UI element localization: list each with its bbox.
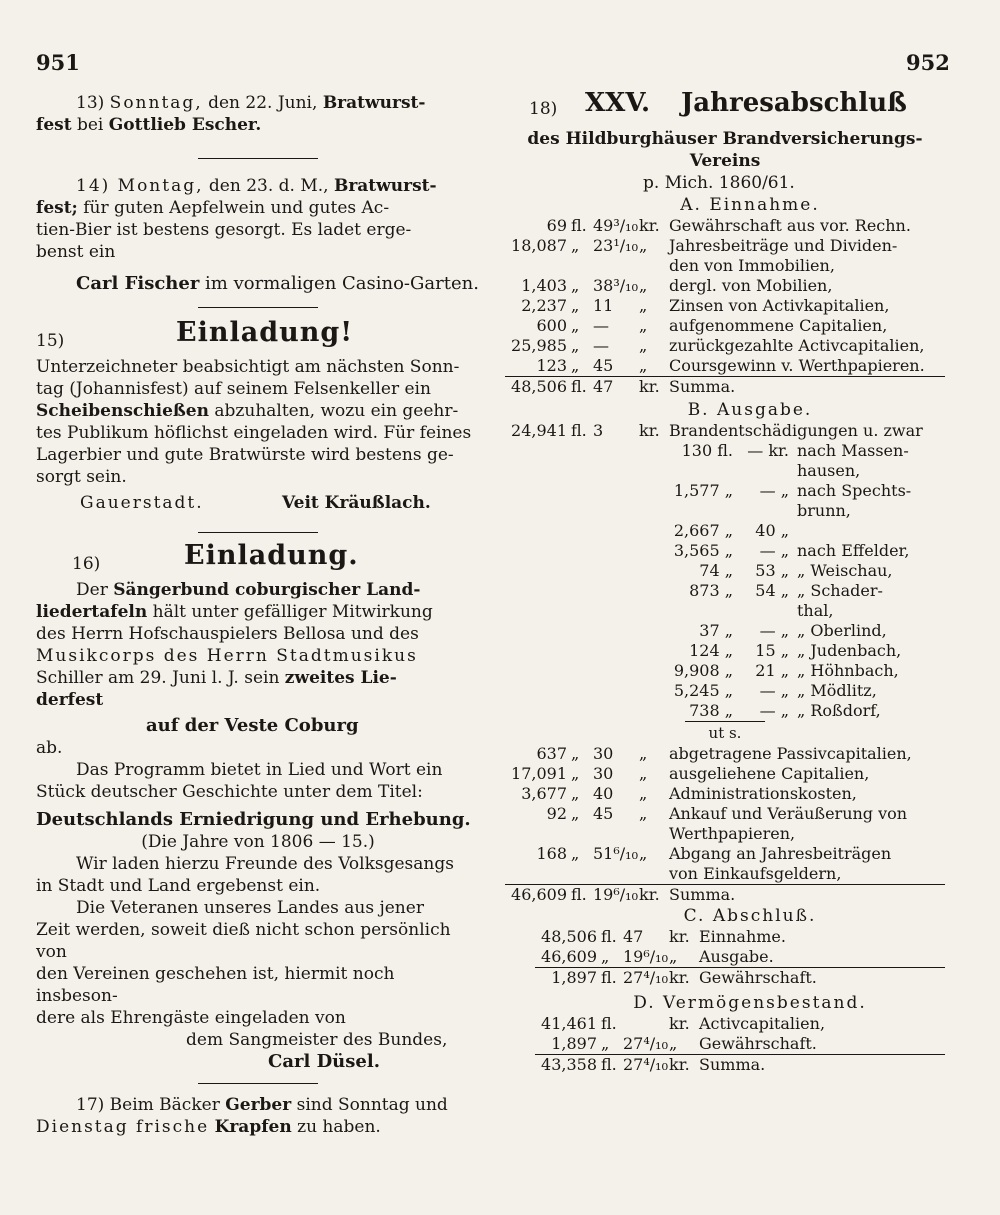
notice-text: sorgt sein.	[36, 467, 127, 487]
notice-text: tien-Bier ist bestens gesorgt. Es ladet erge-	[36, 220, 412, 240]
amount-gulden: 69	[546, 216, 567, 235]
ledger-row	[505, 276, 945, 296]
notice-text: zu haben.	[297, 1117, 381, 1137]
unit-kreuzer: „	[639, 276, 648, 295]
notice-text: für guten Aepfelwein und gutes Ac-	[83, 198, 390, 218]
ledger-description: den von Immobilien,	[669, 256, 835, 275]
unit-kreuzer: „	[639, 296, 648, 315]
amount-gulden	[505, 256, 571, 276]
unit-gulden: „	[571, 236, 580, 255]
ledger-description: von Einkaufsgeldern,	[669, 864, 842, 883]
ledger-description: Ankauf und Veräußerung von	[669, 804, 908, 823]
amount-gulden: 46,609	[541, 947, 597, 966]
damage-row	[655, 561, 945, 581]
amount-gulden: 48,506	[505, 377, 571, 398]
damage-amount-kreuzer: — „	[759, 481, 789, 500]
damage-amount-gulden: 738 „	[689, 701, 733, 720]
amount-gulden: 2,237	[521, 296, 567, 315]
ledger-row	[505, 764, 945, 784]
notice-text: Dienstag frische	[36, 1117, 210, 1137]
amount-gulden: 48,506	[541, 927, 597, 946]
damage-amount-kreuzer: — „	[759, 681, 789, 700]
unit-kreuzer: kr.	[639, 216, 660, 235]
amount-gulden: 92	[546, 804, 567, 823]
amount-kreuzer: 30	[593, 764, 614, 783]
ledger-description: Summa.	[669, 377, 945, 398]
unit-kreuzer: „	[639, 804, 648, 823]
unit-kreuzer	[639, 864, 669, 885]
damage-location: „ Judenbach,	[797, 641, 902, 660]
notice-text: Wir laden hierzu Freunde des Volksgesangs	[76, 854, 454, 874]
amount-kreuzer: 30	[593, 744, 614, 763]
ledger-description: Gewährschaft.	[699, 968, 945, 989]
unit-kreuzer: „	[639, 844, 648, 863]
damage-amount-gulden	[655, 461, 737, 481]
ledger-description: abgetragene Passivcapitalien,	[669, 744, 912, 763]
left-column	[36, 92, 480, 1138]
unit-gulden: fl.	[571, 885, 593, 906]
carry-over-note: ut s.	[685, 721, 765, 744]
ledger-description: Abgang an Jahresbeiträgen	[669, 844, 892, 863]
notice-signer: Carl Düsel.	[268, 1051, 380, 1072]
amount-gulden: 600	[536, 316, 567, 335]
damage-breakdown-table	[655, 441, 945, 721]
unit-kreuzer: kr.	[669, 968, 699, 989]
unit-kreuzer: „	[639, 764, 648, 783]
unit-gulden: fl.	[601, 1055, 623, 1076]
damage-row	[655, 681, 945, 701]
damage-row	[655, 441, 945, 461]
notice-signer: Gottlieb Escher.	[108, 115, 262, 135]
section-heading-c: C. Abschluß.	[683, 906, 817, 926]
notice-14	[36, 175, 480, 295]
ledger-description: dergl. von Mobilien,	[669, 276, 833, 295]
ledger-row	[535, 1034, 945, 1055]
notice-emphasis: Krapfen	[214, 1117, 292, 1137]
section-heading-a: A. Einnahme.	[680, 195, 820, 215]
notice-place: Gauerstadt.	[80, 493, 204, 513]
notice-emphasis: Scheibenschießen	[36, 401, 209, 421]
damage-location: hausen,	[797, 461, 861, 480]
amount-kreuzer: 47	[623, 927, 644, 946]
unit-gulden	[571, 256, 593, 276]
report-title: Jahresabschluß	[681, 88, 907, 118]
damage-amount-kreuzer: 40 „	[755, 521, 789, 540]
amount-kreuzer: 3	[593, 421, 604, 440]
ledger-row	[535, 1014, 945, 1034]
damage-location: thal,	[797, 601, 834, 620]
ledger-description: aufgenommene Capitalien,	[669, 316, 888, 335]
notice-text: hält unter gefälliger Mitwirkung	[152, 602, 433, 622]
amount-kreuzer	[593, 256, 639, 276]
amount-kreuzer	[623, 1014, 669, 1034]
notice-emphasis: Bratwurst-	[322, 93, 426, 113]
amount-gulden: 43,358	[535, 1055, 601, 1076]
unit-kreuzer: „	[669, 947, 678, 966]
damage-location: „ Mödlitz,	[797, 681, 877, 700]
amount-gulden: 25,985	[511, 336, 567, 355]
damage-amount-kreuzer	[737, 501, 797, 521]
amount-kreuzer: 45	[593, 804, 614, 823]
unit-kreuzer: „	[639, 236, 648, 255]
notice-number: 18)	[529, 99, 558, 119]
ledger-row	[505, 744, 945, 764]
notice-text: abzuhalten, wozu ein geehr-	[214, 401, 459, 421]
unit-gulden	[571, 824, 593, 844]
damage-amount-kreuzer: 21 „	[755, 661, 789, 680]
ledger-description: Activcapitalien,	[699, 1014, 826, 1033]
damage-row	[655, 541, 945, 561]
unit-gulden: „	[571, 844, 580, 863]
ledger-row	[535, 968, 945, 989]
unit-kreuzer: kr.	[669, 927, 690, 946]
damage-row	[655, 501, 945, 521]
ledger-row	[505, 296, 945, 316]
unit-kreuzer: „	[639, 356, 648, 375]
ledger-description: Jahresbeiträge und Dividen-	[669, 236, 898, 255]
unit-gulden: fl.	[571, 421, 587, 440]
notice-text: Zeit werden, soweit dieß nicht schon persönlich von	[36, 920, 451, 962]
notice-text: den 22. Juni,	[208, 93, 318, 113]
unit-gulden: „	[601, 947, 610, 966]
amount-gulden: 1,897	[551, 1034, 597, 1053]
ledger-row	[505, 885, 945, 906]
notice-emphasis: Sängerbund coburgischer Land-	[113, 580, 421, 600]
unit-gulden: „	[571, 276, 580, 295]
notice-text: benst ein	[36, 242, 116, 262]
amount-kreuzer: —	[593, 336, 609, 355]
damage-amount-kreuzer: 54 „	[755, 581, 789, 600]
notice-text: Lagerbier und gute Bratwürste wird bestens ge-	[36, 445, 454, 465]
amount-gulden: 637	[536, 744, 567, 763]
damage-amount-kreuzer: 15 „	[755, 641, 789, 660]
damage-amount-kreuzer	[737, 601, 797, 621]
amount-gulden: 46,609	[505, 885, 571, 906]
damage-amount-gulden: 873 „	[689, 581, 733, 600]
ledger-row	[505, 236, 945, 256]
notice-text: bei	[76, 115, 104, 135]
damage-amount-gulden: 1,577 „	[673, 481, 733, 500]
einnahme-table	[505, 216, 945, 397]
ledger-row	[505, 216, 945, 236]
damage-row	[655, 521, 945, 541]
amount-kreuzer	[593, 824, 639, 844]
damage-location: „ Roßdorf,	[797, 701, 881, 720]
ledger-description: Einnahme.	[699, 927, 786, 946]
damage-amount-gulden: 130 fl.	[681, 441, 733, 460]
notice-text: tes Publikum höflichst eingeladen wird. Für feines	[36, 423, 472, 443]
notice-text: dere als Ehrengäste eingeladen von	[36, 1008, 346, 1028]
unit-gulden: „	[571, 356, 580, 375]
notice-emphasis: Gerber	[225, 1095, 292, 1115]
amount-gulden	[505, 824, 571, 844]
ledger-row	[505, 336, 945, 356]
damage-location: nach Effelder,	[797, 541, 910, 560]
amount-kreuzer: 51⁶/₁₀	[593, 844, 638, 863]
amount-kreuzer: 23¹/₁₀	[593, 236, 638, 255]
notice-text: tag (Johannisfest) auf seinem Felsenkeller ein	[36, 379, 431, 399]
damage-amount-gulden: 2,667 „	[673, 521, 733, 540]
amount-kreuzer: 19⁶/₁₀	[593, 885, 638, 904]
notice-text: dem Sangmeister des Bundes,	[186, 1030, 448, 1050]
report-period: p. Mich. 1860/61.	[643, 173, 795, 193]
amount-kreuzer	[593, 864, 639, 885]
notice-number: 15)	[36, 331, 65, 351]
amount-gulden: 17,091	[511, 764, 567, 783]
unit-kreuzer: kr.	[669, 1014, 690, 1033]
notice-text: (Die Jahre von 1806 — 15.)	[141, 832, 375, 852]
ledger-row	[535, 1055, 945, 1076]
amount-gulden	[505, 864, 571, 885]
damage-location: nach Spechts-	[797, 481, 912, 500]
page-number-left: 951	[36, 50, 80, 75]
notice-text: in Stadt und Land ergebenst ein.	[36, 876, 321, 896]
damage-amount-kreuzer: — „	[759, 701, 789, 720]
ledger-description: zurückgezahlte Activcapitalien,	[669, 336, 925, 355]
damage-row	[655, 621, 945, 641]
damage-location: „ Oberlind,	[797, 621, 887, 640]
notice-15	[36, 317, 480, 516]
ledger-row	[505, 824, 945, 844]
notice-motto: Deutschlands Erniedrigung und Erhebung.	[36, 809, 471, 830]
amount-kreuzer: 11	[593, 296, 614, 315]
unit-gulden: „	[571, 784, 580, 803]
notice-text: Die Veteranen unseres Landes aus jener	[76, 898, 424, 918]
damage-amount-gulden: 5,245 „	[673, 681, 733, 700]
notice-text: Stück deutscher Geschichte unter dem Titel:	[36, 782, 423, 802]
abschluss-table	[535, 927, 945, 988]
notice-text: Schiller am 29. Juni l. J. sein	[36, 668, 280, 688]
amount-gulden: 24,941	[511, 421, 567, 440]
notice-text: Sonntag,	[109, 93, 203, 113]
unit-gulden: fl.	[571, 377, 593, 398]
amount-gulden: 168	[536, 844, 567, 863]
damage-amount-gulden: 74 „	[699, 561, 733, 580]
ledger-row	[505, 421, 945, 441]
ledger-description: ausgeliehene Capitalien,	[669, 764, 870, 783]
notice-16	[36, 540, 480, 1073]
ledger-description: Zinsen von Activkapitalien,	[669, 296, 890, 315]
ledger-row	[505, 256, 945, 276]
amount-kreuzer: 47	[593, 377, 639, 398]
notice-13	[36, 92, 480, 136]
ledger-row	[505, 784, 945, 804]
unit-gulden: fl.	[571, 216, 587, 235]
amount-kreuzer: 27⁴/₁₀	[623, 968, 668, 987]
ledger-row	[535, 947, 945, 968]
damage-row	[655, 641, 945, 661]
amount-kreuzer: 40	[593, 784, 614, 803]
notice-text: Das Programm bietet in Lied und Wort ein	[76, 760, 443, 780]
notice-text: Unterzeichneter beabsichtigt am nächsten Sonn-	[36, 357, 460, 377]
damage-amount-gulden: 3,565 „	[673, 541, 733, 560]
damage-location	[797, 521, 945, 541]
damage-location: brunn,	[797, 501, 851, 520]
notice-text: im vormaligen Casino-Garten.	[205, 273, 479, 294]
notice-title: Einladung!	[176, 317, 354, 348]
unit-kreuzer: „	[639, 336, 648, 355]
notice-text: des Herrn Hofschauspielers Bellosa und des	[36, 624, 419, 644]
damage-row	[655, 481, 945, 501]
amount-kreuzer: —	[593, 316, 609, 335]
amount-gulden: 18,087	[511, 236, 567, 255]
notice-emphasis: Bratwurst-	[333, 176, 437, 196]
ledger-row	[505, 864, 945, 885]
damage-location: nach Massen-	[797, 441, 909, 460]
ledger-description: Summa.	[669, 885, 945, 906]
section-heading-d: D. Vermögensbestand.	[633, 993, 867, 1013]
ledger-description: Coursgewinn v. Werthpapieren.	[669, 356, 925, 375]
report-subtitle: des Hildburghäuser Brandversicherungs-Vereins	[527, 129, 923, 171]
notice-text: den 23. d. M.,	[208, 176, 329, 196]
unit-gulden: „	[571, 296, 580, 315]
notice-text: 14) Montag,	[76, 176, 204, 196]
damage-amount-kreuzer	[737, 461, 797, 481]
unit-gulden: „	[571, 764, 580, 783]
ausgabe-table	[505, 421, 945, 441]
ledger-description: Gewährschaft.	[699, 1034, 817, 1053]
damage-amount-kreuzer: — kr.	[747, 441, 789, 460]
unit-gulden: „	[601, 1034, 610, 1053]
damage-location: „ Weischau,	[797, 561, 893, 580]
ausgabe-table-cont	[505, 744, 945, 905]
right-column	[505, 88, 945, 1075]
damage-amount-gulden: 37 „	[699, 621, 733, 640]
notice-text: Der	[76, 580, 108, 600]
ledger-description: Brandentschädigungen u. zwar	[669, 421, 923, 440]
notice-emphasis: fest;	[36, 198, 78, 218]
damage-location: „ Schader-	[797, 581, 883, 600]
damage-row	[655, 581, 945, 601]
notice-signer: Veit Kräußlach.	[282, 493, 431, 513]
ledger-row	[505, 377, 945, 398]
ledger-row	[505, 316, 945, 336]
ledger-description: Ausgabe.	[699, 947, 774, 966]
page-number-right: 952	[906, 50, 950, 75]
unit-kreuzer	[639, 824, 669, 844]
amount-gulden: 3,677	[521, 784, 567, 803]
unit-gulden: „	[571, 336, 580, 355]
ledger-description: Administrationskosten,	[669, 784, 857, 803]
notice-text: sind Sonntag und	[296, 1095, 448, 1115]
ledger-row	[505, 356, 945, 377]
damage-amount-gulden	[655, 601, 737, 621]
amount-kreuzer: 49³/₁₀	[593, 216, 638, 235]
ledger-description: Werthpapieren,	[669, 824, 796, 843]
unit-kreuzer: kr.	[639, 885, 669, 906]
notice-signer: Carl Fischer	[76, 273, 200, 294]
notice-text: Musikcorps des Herrn Stadtmusikus	[36, 646, 418, 666]
ledger-description: Gewährschaft aus vor. Rechn.	[669, 216, 911, 235]
amount-kreuzer: 27⁴/₁₀	[623, 1055, 668, 1074]
damage-row	[655, 461, 945, 481]
amount-gulden: 1,897	[535, 968, 601, 989]
unit-kreuzer: kr.	[669, 1055, 699, 1076]
unit-gulden: „	[571, 744, 580, 763]
unit-gulden: „	[571, 804, 580, 823]
notice-emphasis: zweites Lie-	[284, 668, 397, 688]
amount-gulden: 1,403	[521, 276, 567, 295]
amount-gulden: 41,461	[541, 1014, 597, 1033]
notice-text: ab.	[36, 738, 63, 758]
damage-amount-kreuzer: 53 „	[755, 561, 789, 580]
report-roman-number: XXV.	[585, 88, 651, 118]
ledger-row	[505, 804, 945, 824]
section-heading-b: B. Ausgabe.	[687, 400, 813, 420]
unit-kreuzer	[639, 256, 669, 276]
unit-kreuzer: „	[669, 1034, 678, 1053]
amount-kreuzer: 38³/₁₀	[593, 276, 638, 295]
amount-kreuzer: 45	[593, 356, 614, 375]
unit-kreuzer: kr.	[639, 421, 660, 440]
notice-emphasis: derfest	[36, 690, 104, 710]
notice-emphasis: fest	[36, 115, 72, 135]
unit-gulden: „	[571, 316, 580, 335]
unit-kreuzer: „	[639, 316, 648, 335]
damage-amount-kreuzer: — „	[759, 621, 789, 640]
notice-number: 13)	[76, 93, 105, 113]
unit-gulden	[571, 864, 593, 885]
unit-kreuzer: kr.	[639, 377, 669, 398]
damage-amount-gulden	[655, 501, 737, 521]
damage-row	[655, 701, 945, 721]
amount-kreuzer: 27⁴/₁₀	[623, 1034, 668, 1053]
ledger-row	[535, 927, 945, 947]
damage-amount-kreuzer: — „	[759, 541, 789, 560]
ledger-row	[505, 844, 945, 864]
notice-number: 16)	[72, 554, 101, 574]
unit-gulden: fl.	[601, 1014, 617, 1033]
notice-title: Einladung.	[184, 540, 359, 571]
ledger-description: Summa.	[699, 1055, 945, 1076]
damage-row	[655, 601, 945, 621]
unit-kreuzer: „	[639, 744, 648, 763]
unit-gulden: fl.	[601, 927, 617, 946]
unit-gulden: fl.	[601, 968, 623, 989]
vermoegen-table	[535, 1014, 945, 1075]
amount-gulden: 123	[536, 356, 567, 375]
notice-venue: auf der Veste Coburg	[146, 715, 359, 736]
damage-row	[655, 661, 945, 681]
amount-kreuzer: 19⁶/₁₀	[623, 947, 668, 966]
notice-text: den Vereinen geschehen ist, hiermit noch insbeson-	[36, 964, 395, 1006]
notice-text: 17) Beim Bäcker	[76, 1095, 220, 1115]
notice-17	[36, 1094, 480, 1138]
notice-emphasis: liedertafeln	[36, 602, 148, 622]
damage-amount-gulden: 9,908 „	[673, 661, 733, 680]
damage-location: „ Höhnbach,	[797, 661, 899, 680]
damage-amount-gulden: 124 „	[689, 641, 733, 660]
unit-kreuzer: „	[639, 784, 648, 803]
